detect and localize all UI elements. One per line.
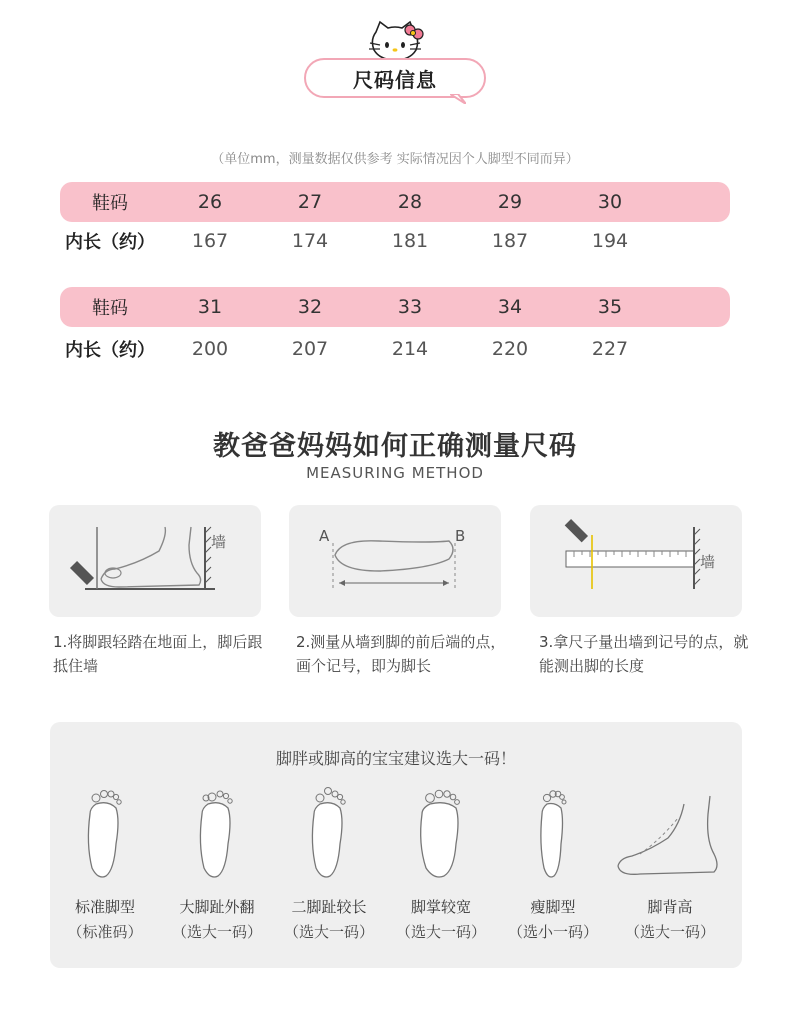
foot-type-high-instep (610, 784, 730, 942)
high-instep-foot-icon (610, 784, 730, 884)
foot-type-name: 瘦脚型 (530, 898, 576, 916)
step-1-text: 1.将脚跟轻踏在地面上，脚后跟抵住墙 (53, 633, 263, 675)
foot-type-standard (50, 784, 160, 942)
foot-type-long-second-toe (274, 784, 384, 942)
length-row (60, 222, 730, 260)
method-title: 教爸爸妈妈如何正确测量尺码 (213, 431, 577, 462)
pencil-icon (70, 561, 94, 585)
size-cell: 27 (297, 191, 323, 213)
size-cell: 35 (597, 296, 623, 318)
size-cell: 28 (397, 191, 423, 213)
point-b-label: B (455, 527, 466, 545)
foot-type-name: 大脚趾外翻 (179, 898, 255, 916)
unit-note: （单位mm，测量数据仅供参考 实际情况因个人脚型不同而异） (211, 152, 579, 167)
standard-foot-icon (50, 784, 160, 884)
length-cell: 207 (291, 338, 329, 360)
foot-type-name: 标准脚型 (74, 898, 135, 916)
wall-label: 墙 (700, 553, 716, 571)
step-3-illustration (530, 505, 742, 617)
length-cell: 214 (391, 338, 429, 360)
length-cell: 181 (391, 230, 429, 252)
method-subtitle: MEASURING METHOD (306, 464, 484, 482)
long-second-toe-foot-icon (274, 784, 384, 884)
size-row-header (60, 182, 730, 222)
wide-foot-icon (386, 784, 496, 884)
size-cell: 26 (197, 191, 223, 213)
foot-type-advice-panel (50, 722, 742, 968)
length-row (60, 327, 730, 371)
wall-label: 墙 (211, 533, 227, 551)
foot-type-advice: （选大一码） (624, 923, 715, 941)
length-label: 内长（约） (65, 232, 155, 253)
size-table-2 (60, 287, 730, 371)
length-cell: 227 (591, 338, 629, 360)
length-cell: 174 (291, 230, 329, 252)
speech-tail-decoration (450, 94, 466, 104)
size-cell: 30 (597, 191, 623, 213)
foot-type-wide (386, 784, 496, 942)
advice-title: 脚胖或脚高的宝宝建议选大一码！ (275, 749, 516, 768)
pencil-icon (565, 519, 588, 542)
size-label: 鞋码 (92, 298, 128, 319)
length-cell: 167 (191, 230, 229, 252)
foot-type-slim (498, 784, 608, 942)
foot-type-advice: （选大一码） (283, 923, 374, 941)
length-label: 内长（约） (65, 340, 155, 361)
foot-type-advice: （选大一码） (171, 923, 262, 941)
length-cell: 220 (491, 338, 529, 360)
step-3-text: 3.拿尺子量出墙到记号的点，就能测出脚的长度 (539, 633, 749, 675)
point-a-label: A (319, 527, 330, 545)
foot-type-name: 二脚趾较长 (291, 898, 367, 916)
size-cell: 34 (497, 296, 523, 318)
foot-type-name: 脚背高 (647, 898, 693, 916)
step-2-text: 2.测量从墙到脚的前后端的点，画个记号，即为脚长 (296, 633, 506, 675)
size-cell: 29 (497, 191, 523, 213)
size-table-1 (60, 182, 730, 260)
foot-type-advice: （选小一码） (507, 923, 598, 941)
foot-type-bunion (162, 784, 272, 942)
length-cell: 187 (491, 230, 529, 252)
size-cell: 32 (297, 296, 323, 318)
size-row-header (60, 287, 730, 327)
length-cell: 200 (191, 338, 229, 360)
section-title-size-info: 尺码信息 (304, 58, 486, 98)
step-2-illustration (289, 505, 501, 617)
size-cell: 33 (397, 296, 423, 318)
step-1-illustration (49, 505, 261, 617)
length-cell: 194 (591, 230, 629, 252)
size-cell: 31 (197, 296, 223, 318)
foot-type-advice: （标准码） (67, 923, 143, 941)
foot-type-advice: （选大一码） (395, 923, 486, 941)
size-label: 鞋码 (92, 193, 128, 214)
slim-foot-icon (498, 784, 608, 884)
foot-type-name: 脚掌较宽 (410, 898, 471, 916)
bunion-foot-icon (162, 784, 272, 884)
